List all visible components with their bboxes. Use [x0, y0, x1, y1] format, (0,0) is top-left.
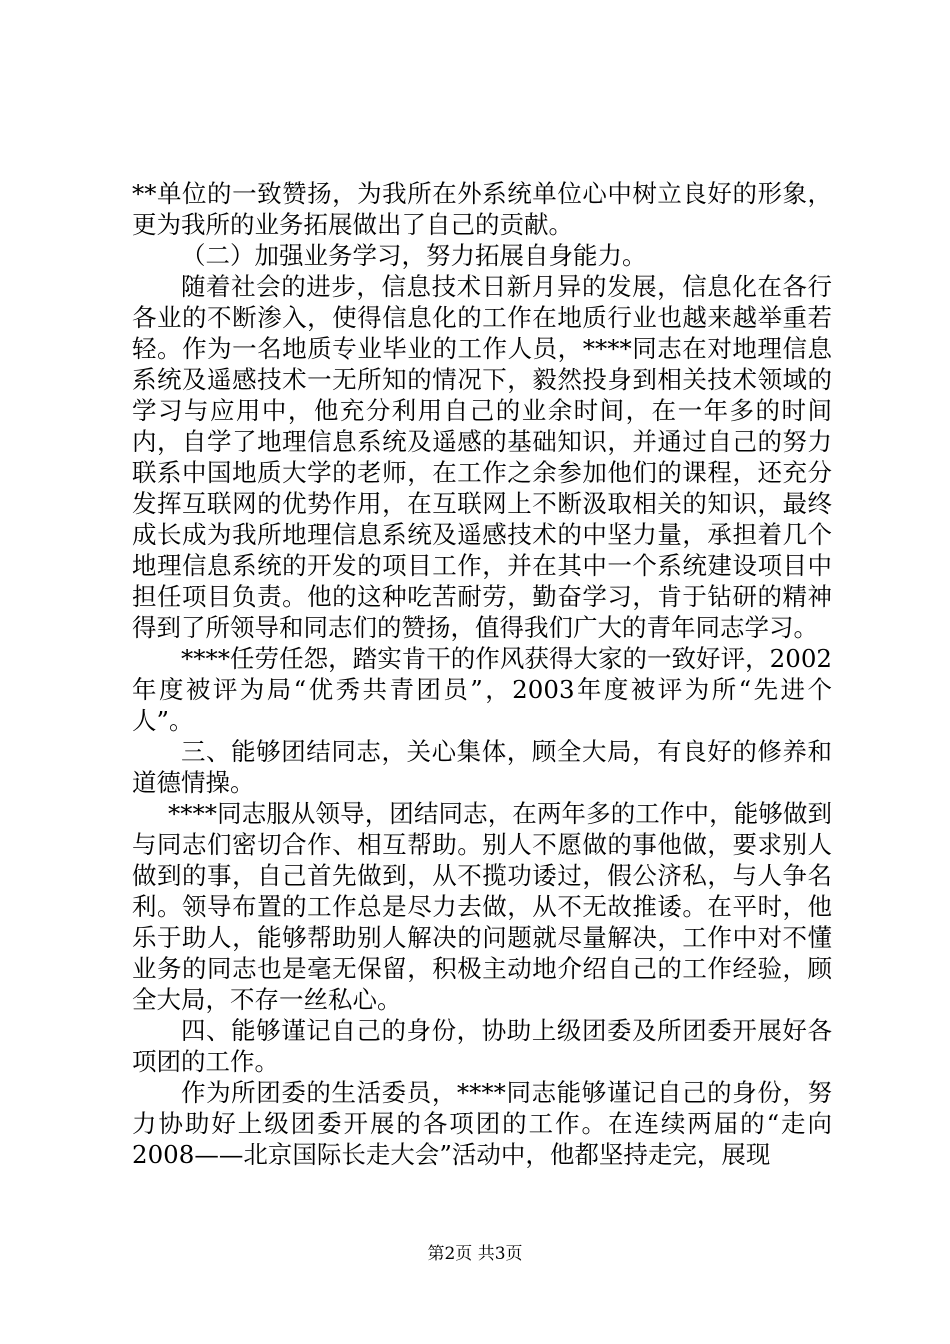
paragraph-awards: ****任劳任怨，踏实肯干的作风获得大家的一致好评，2002年度被评为局“优秀共青团员”，2003年度被评为所“先进个人”。 [132, 644, 832, 735]
page-footer [0, 1243, 950, 1265]
section-heading-4: 四、能够谨记自己的身份，协助上级团委及所团委开展好各项团的工作。 [132, 1016, 832, 1076]
page-number-label: 第2页 共3页 [427, 1244, 523, 1264]
paragraph-league-work: 作为所团委的生活委员，****同志能够谨记自己的身份，努力协助好上级团委开展的各项团的工作。在连续两届的“走向2008——北京国际长走大会”活动中，他都坚持走完，展现 [132, 1078, 832, 1169]
section-heading-3: 三、能够团结同志，关心集体，顾全大局，有良好的修养和道德情操。 [132, 737, 832, 797]
document-body [132, 178, 832, 1170]
paragraph-continuation: **单位的一致赞扬，为我所在外系统单位心中树立良好的形象，更为我所的业务拓展做出了自己的贡献。 [132, 179, 832, 239]
paragraph-teamwork: ****同志服从领导，团结同志，在两年多的工作中，能够做到与同志们密切合作、相互帮助。别人不愿做的事他做，要求别人做到的事，自己首先做到，从不揽功诿过，假公济私，与人争名利。领导布置的工作总是尽力去做，从不无故推诿。在平时，他乐于助人，能够帮助别人解决的问题就尽量解决，工作中对不懂业务的同志也是毫无保留，积极主动地介绍自己的工作经验，顾全大局，不存一丝私心。 [132, 799, 832, 1014]
section-heading-2: （二）加强业务学习，努力拓展自身能力。 [181, 241, 647, 270]
paragraph-it-learning: 随着社会的进步，信息技术日新月异的发展，信息化在各行各业的不断渗入，使得信息化的工作在地质行业也越来越举重若轻。作为一名地质专业毕业的工作人员，****同志在对地理信息系统及遥感技术一无所知的情况下，毅然投身到相关技术领域的学习与应用中，他充分利用自己的业余时间，在一年多的时间内，自学了地理信息系统及遥感的基础知识，并通过自己的努力联系中国地质大学的老师，在工作之余参加他们的课程，还充分发挥互联网的优势作用，在互联网上不断汲取相关的知识，最终成长成为我所地理信息系统及遥感技术的中坚力量，承担着几个地理信息系统的开发的项目工作，并在其中一个系统建设项目中担任项目负责。他的这种吃苦耐劳，勤奋学习，肯于钻研的精神得到了所领导和同志们的赞扬，值得我们广大的青年同志学习。 [132, 272, 832, 642]
